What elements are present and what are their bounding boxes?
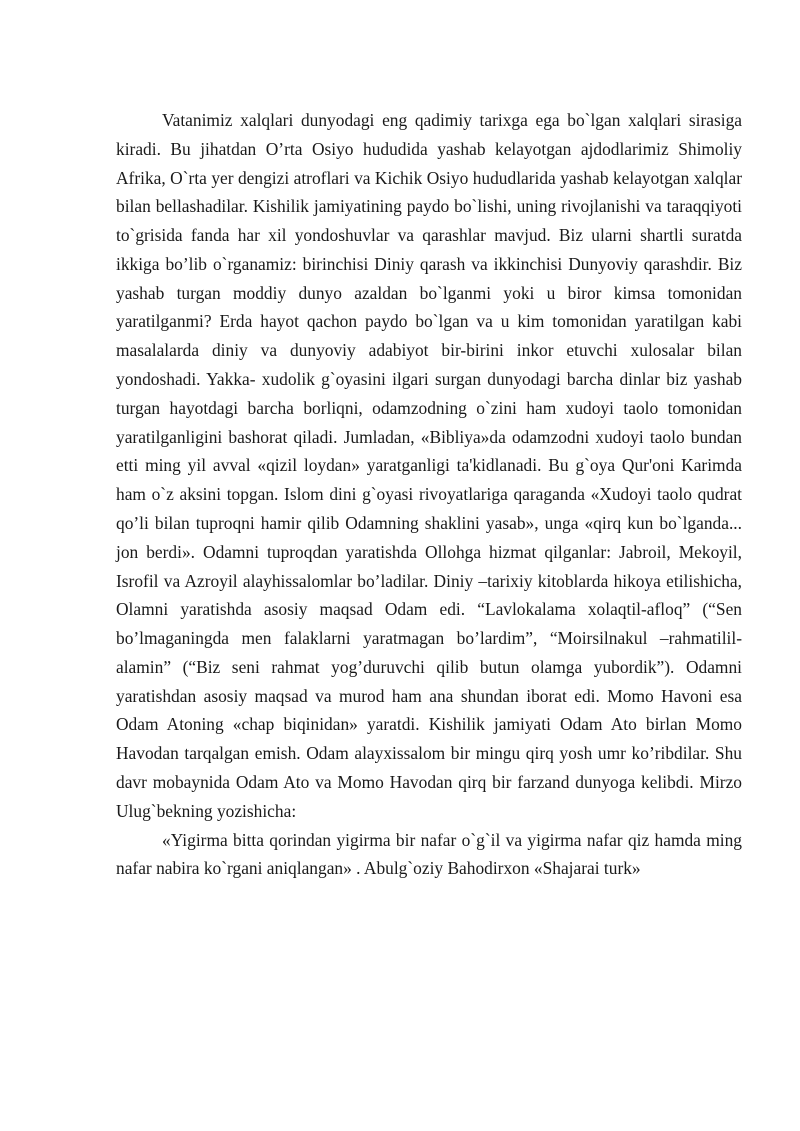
paragraph: Vatanimiz xalqlari dunyodagi eng qadimiy tarixga ega bo`lgan xalqlari sirasiga kiradi. Bu jihatdan O’rta Osiyo hududida yashab kelayotgan ajdodlarimiz Shimoliy Afrika, O`rta yer dengizi atroflari va Kichik Osiyo hududlarida yashab kelayotgan xalqlar bilan bellashadilar. Kishilik jamiyatining paydo bo`lishi, uning rivojlanishi va taraqqiyoti to`grisida fanda har xil yondoshuvlar va qarashlar mavjud. Biz ularni shartli suratda ikkiga bo’lib o`rganamiz: birinchisi Diniy qarash va ikkinchisi Dunyoviy qarashdir. Biz yashab turgan moddiy dunyo azaldan bo`lganmi yoki u biror kimsa tomonidan yaratilganmi? Erda hayot qachon paydo bo`lgan va u kim tomonidan yaratilgan kabi masalalarda diniy va dunyoviy adabiyot bir-birini inkor etuvchi xulosalar bilan yondoshadi. Yakka- xudolik g`oyasini ilgari surgan dunyodagi barcha dinlar biz yashab turgan hayotdagi barcha borliqni, odamzodning o`zini ham xudoyi taolo tomonidan yaratilganligini bashorat qiladi. Jumladan, «Bibliya»da odamzodni xudoyi taolo bundan etti ming yil avval «qizil loydan» yaratganligi ta'kidlanadi. Bu g`oya Qur'oni Karimda ham o`z aksini topgan. Islom dini g`oyasi rivoyatlariga qaraganda «Xudoyi taolo qudrat qo’li bilan tuproqni hamir qilib Odamning shaklini yasab», unga «qirq kun bo`lganda... jon berdi». Odamni tuproqdan yaratishda Ollohga hizmat qilganlar: Jabroil, Mekoyil, Isrofil va Azroyil alayhissalomlar bo’ladilar. Diniy –tarixiy kitoblarda hikoya etilishicha, Olamni yaratishda asosiy maqsad Odam edi. “Lavlokalama xolaqtil-afloq” (“Sen bo’lmaganingda men falaklarni yaratmagan bo’lardim”, “Moirsilnakul –rahmatilil-alamin” (“Biz seni rahmat yog’duruvchi qilib butun olamga yubordik”). Odamni yaratishdan asosiy maqsad va murod ham ana shundan iborat edi. Momo Havoni esa Odam Atoning «chap biqinidan» yaratdi. Kishilik jamiyati Odam Ato birlan Momo Havodan tarqalgan emish. Odam alayxissalom bir mingu qirq yosh umr ko’ribdilar. Shu davr mobaynida Odam Ato va Momo Havodan qirq bir farzand dunyoga kelibdi. Mirzo Ulug`bekning yozishicha: [116,110,742,821]
body-text [116,106,742,883]
paragraph: «Yigirma bitta qorindan yigirma bir nafar o`g`il va yigirma nafar qiz hamda ming nafar nabira ko`rgani aniqlangan» . Abulg`oziy Bahodirxon «Shajarai turk» [116,829,742,879]
